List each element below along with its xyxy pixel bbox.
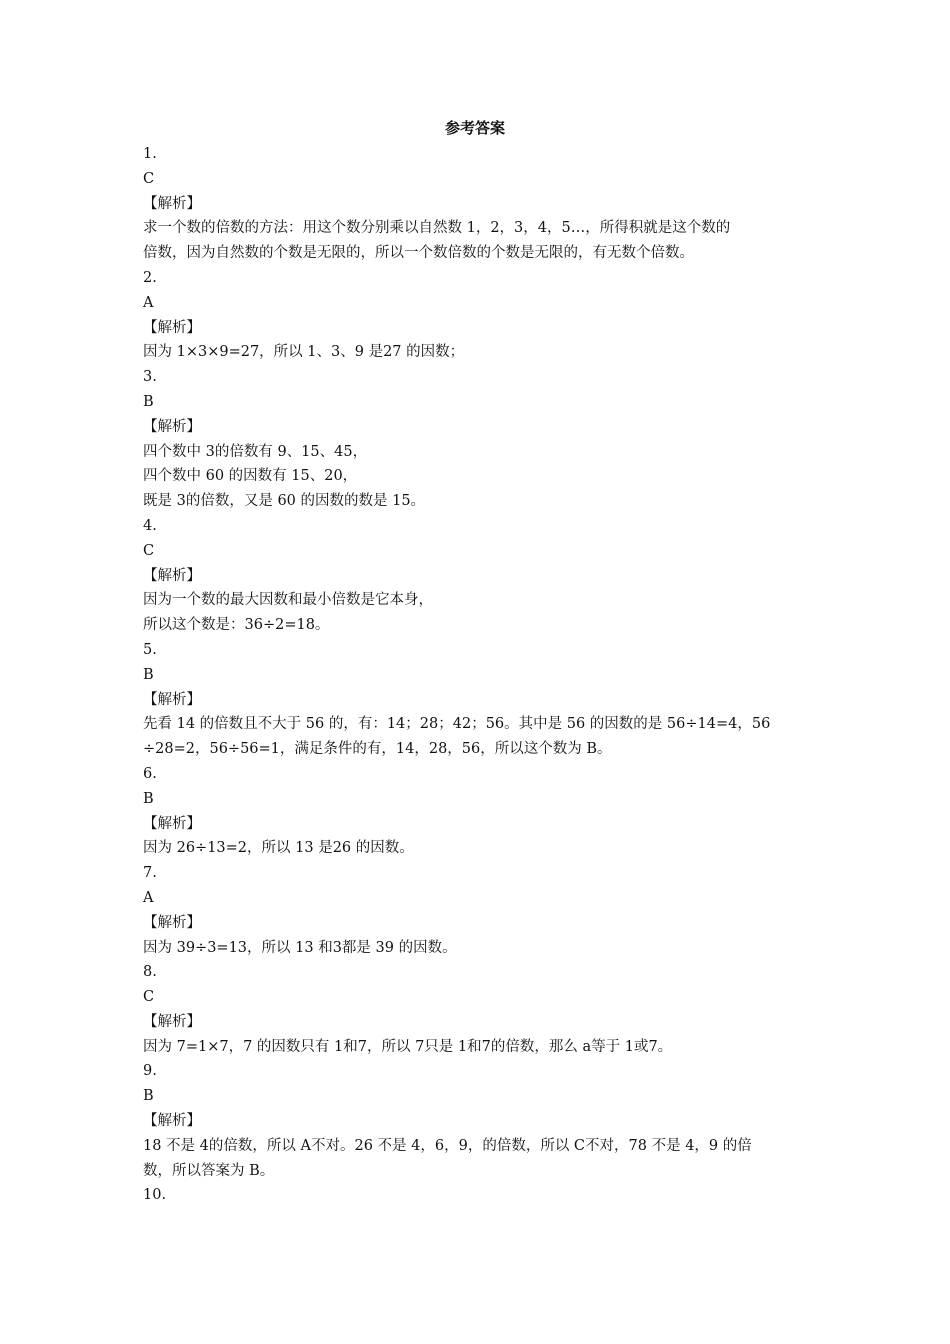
text-line: 6.	[143, 765, 157, 782]
text-line: 【解析】	[143, 195, 201, 212]
text-line: 求一个数的倍数的方法：用这个数分别乘以自然数 1，2，3，4，5…，所得积就是这个数的	[143, 220, 731, 237]
text-line: B	[143, 393, 154, 410]
text-line: 3.	[143, 369, 157, 386]
text-line: B	[143, 790, 154, 807]
text-line: C	[143, 542, 155, 559]
text-line: B	[143, 666, 154, 683]
text-line: 因为 7=1×7，7 的因数只有 1和7，所以 7只是 1和7的倍数，那么 a等于 1或7。	[143, 1038, 673, 1055]
text-line: 【解析】	[143, 567, 201, 584]
text-line: 1.	[143, 146, 157, 162]
text-line: A	[143, 294, 154, 311]
text-line: B	[143, 1088, 154, 1105]
text-line: 因为一个数的最大因数和最小倍数是它本身，	[143, 592, 433, 609]
text-line: 倍数，因为自然数的个数是无限的，所以一个数倍数的个数是无限的，有无数个倍数。	[143, 245, 694, 262]
text-line: 【解析】	[143, 319, 201, 336]
text-line: ÷28=2，56÷56=1，满足条件的有，14，28，56，所以这个数为 B。	[143, 741, 612, 758]
text-line: 18 不是 4的倍数，所以 A不对。26 不是 4，6，9，的倍数，所以 C不对，78 不是 4，9 的倍	[143, 1137, 752, 1154]
text-line: 9.	[143, 1063, 157, 1080]
text-line: 【解析】	[143, 418, 201, 435]
text-line: 因为 26÷13=2，所以 13 是26 的因数。	[143, 840, 414, 857]
text-line: 10.	[143, 1187, 167, 1204]
text-line: 【解析】	[143, 1113, 201, 1130]
text-line: 所以这个数是：36÷2=18。	[143, 617, 330, 634]
text-line: 【解析】	[143, 914, 201, 931]
text-line: C	[143, 989, 155, 1006]
text-line: 【解析】	[143, 815, 201, 832]
text-line: 【解析】	[143, 691, 201, 708]
text-line: 7.	[143, 865, 157, 882]
text-line: 8.	[143, 964, 157, 981]
text-line: 数，所以答案为 B。	[143, 1162, 275, 1179]
answer-content	[143, 142, 813, 1208]
page-title: 参考答案	[444, 119, 505, 137]
text-line: 四个数中 3的倍数有 9、15、45，	[143, 443, 368, 460]
text-line: 先看 14 的倍数且不大于 56 的，有：14；28；42；56。其中是 56 的因数的是 56÷14=4，56	[143, 716, 771, 733]
text-line: 既是 3的倍数，又是 60 的因数的数是 15。	[143, 493, 426, 510]
text-line: 【解析】	[143, 1013, 201, 1030]
text-line: 5.	[143, 641, 157, 658]
text-line: A	[143, 889, 154, 906]
text-line: 4.	[143, 517, 157, 534]
text-line: C	[143, 170, 155, 187]
text-line: 因为 1×3×9=27，所以 1、3、9 是27 的因数；	[143, 344, 465, 361]
text-line: 2.	[143, 269, 157, 286]
text-line: 四个数中 60 的因数有 15、20，	[143, 468, 358, 485]
text-line: 因为 39÷3=13，所以 13 和3都是 39 的因数。	[143, 939, 457, 956]
